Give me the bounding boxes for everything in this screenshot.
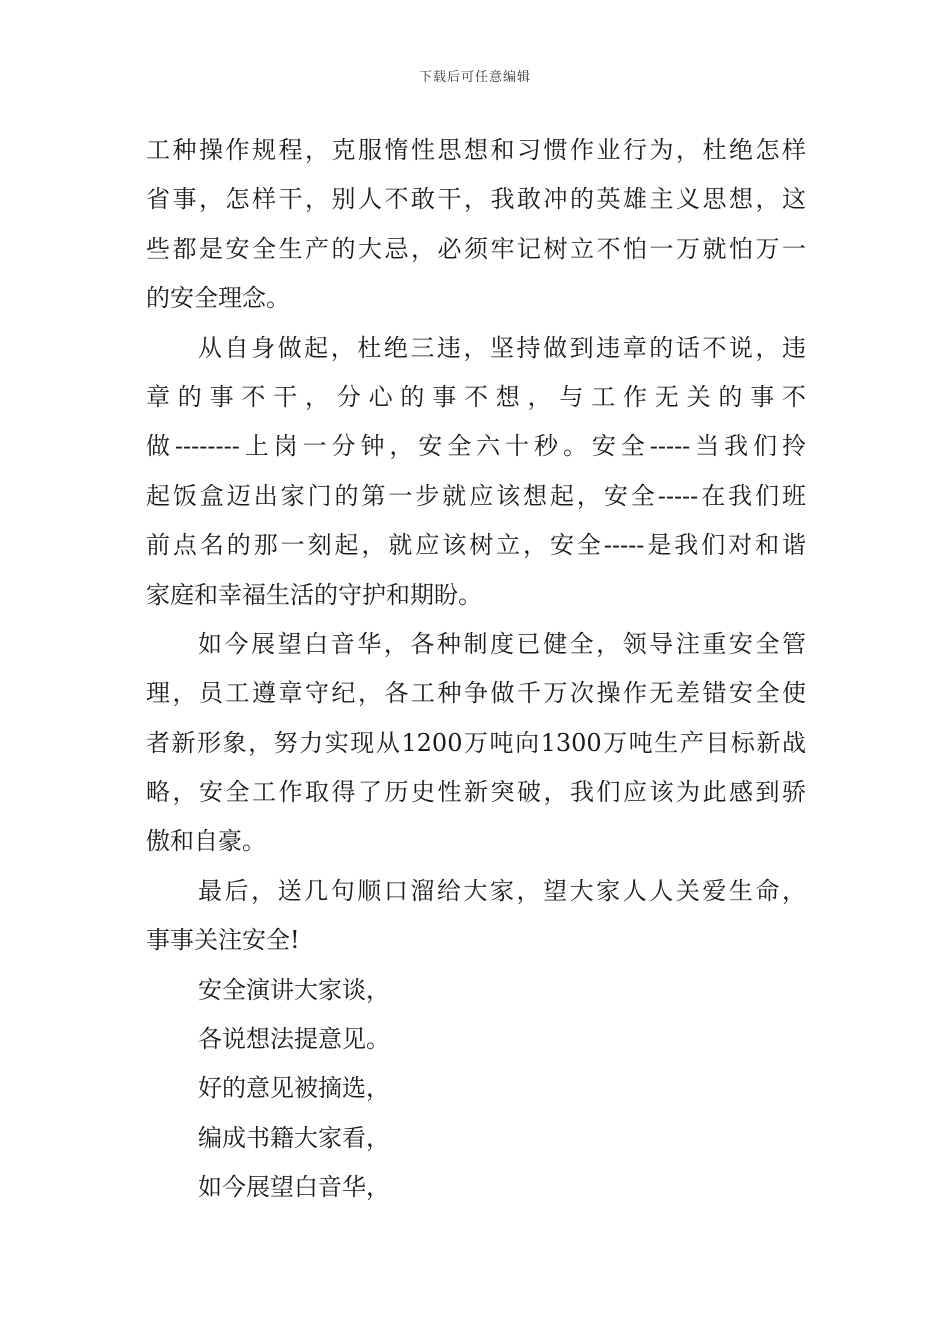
text-line: 省事，怎样干，别人不敢干，我敢冲的英雄主义思想，这 (146, 185, 806, 214)
text-line: 些都是安全生产的大忌，必须牢记树立不怕一万就怕万一 (146, 234, 806, 263)
text-line: 编成书籍大家看， (198, 1123, 390, 1152)
text-line: 安全演讲大家谈， (198, 975, 390, 1004)
text-line: 理，员工遵章守纪，各工种争做千万次操作无差错安全使 (146, 679, 806, 708)
text-line: 事事关注安全! (146, 926, 300, 955)
text-line: 的安全理念。 (146, 284, 290, 313)
document-body (146, 126, 806, 1213)
text-line: 如今展望白音华，各种制度已健全，领导注重安全管 (198, 629, 806, 658)
text-line: 起饭盒迈出家门的第一步就应该想起，安全-----在我们班 (146, 481, 806, 510)
text-line: 各说想法提意见。 (198, 1025, 390, 1054)
text-line: 章的事不干，分心的事不想，与工作无关的事不 (146, 382, 806, 411)
text-line: 从自身做起，杜绝三违，坚持做到违章的话不说，违 (198, 333, 806, 362)
text-line: 家庭和幸福生活的守护和期盼。 (146, 580, 482, 609)
text-line: 最后，送几句顺口溜给大家，望大家人人关爱生命， (198, 876, 806, 905)
text-line: 前点名的那一刻起，就应该树立，安全-----是我们对和谐 (146, 531, 806, 560)
text-line: 略，安全工作取得了历史性新突破，我们应该为此感到骄 (146, 778, 806, 807)
text-line: 工种操作规程，克服惰性思想和习惯作业行为，杜绝怎样 (146, 136, 806, 164)
text-line: 如今展望白音华， (198, 1173, 390, 1202)
text-line: 者新形象，努力实现从1200万吨向1300万吨生产目标新战 (146, 728, 806, 757)
page-header: 下载后可任意编辑 (418, 70, 531, 85)
text-line: 做--------上岗一分钟，安全六十秒。安全-----当我们拎 (146, 432, 806, 461)
text-line: 傲和自豪。 (146, 827, 266, 856)
text-line: 好的意见被摘选， (198, 1074, 390, 1103)
